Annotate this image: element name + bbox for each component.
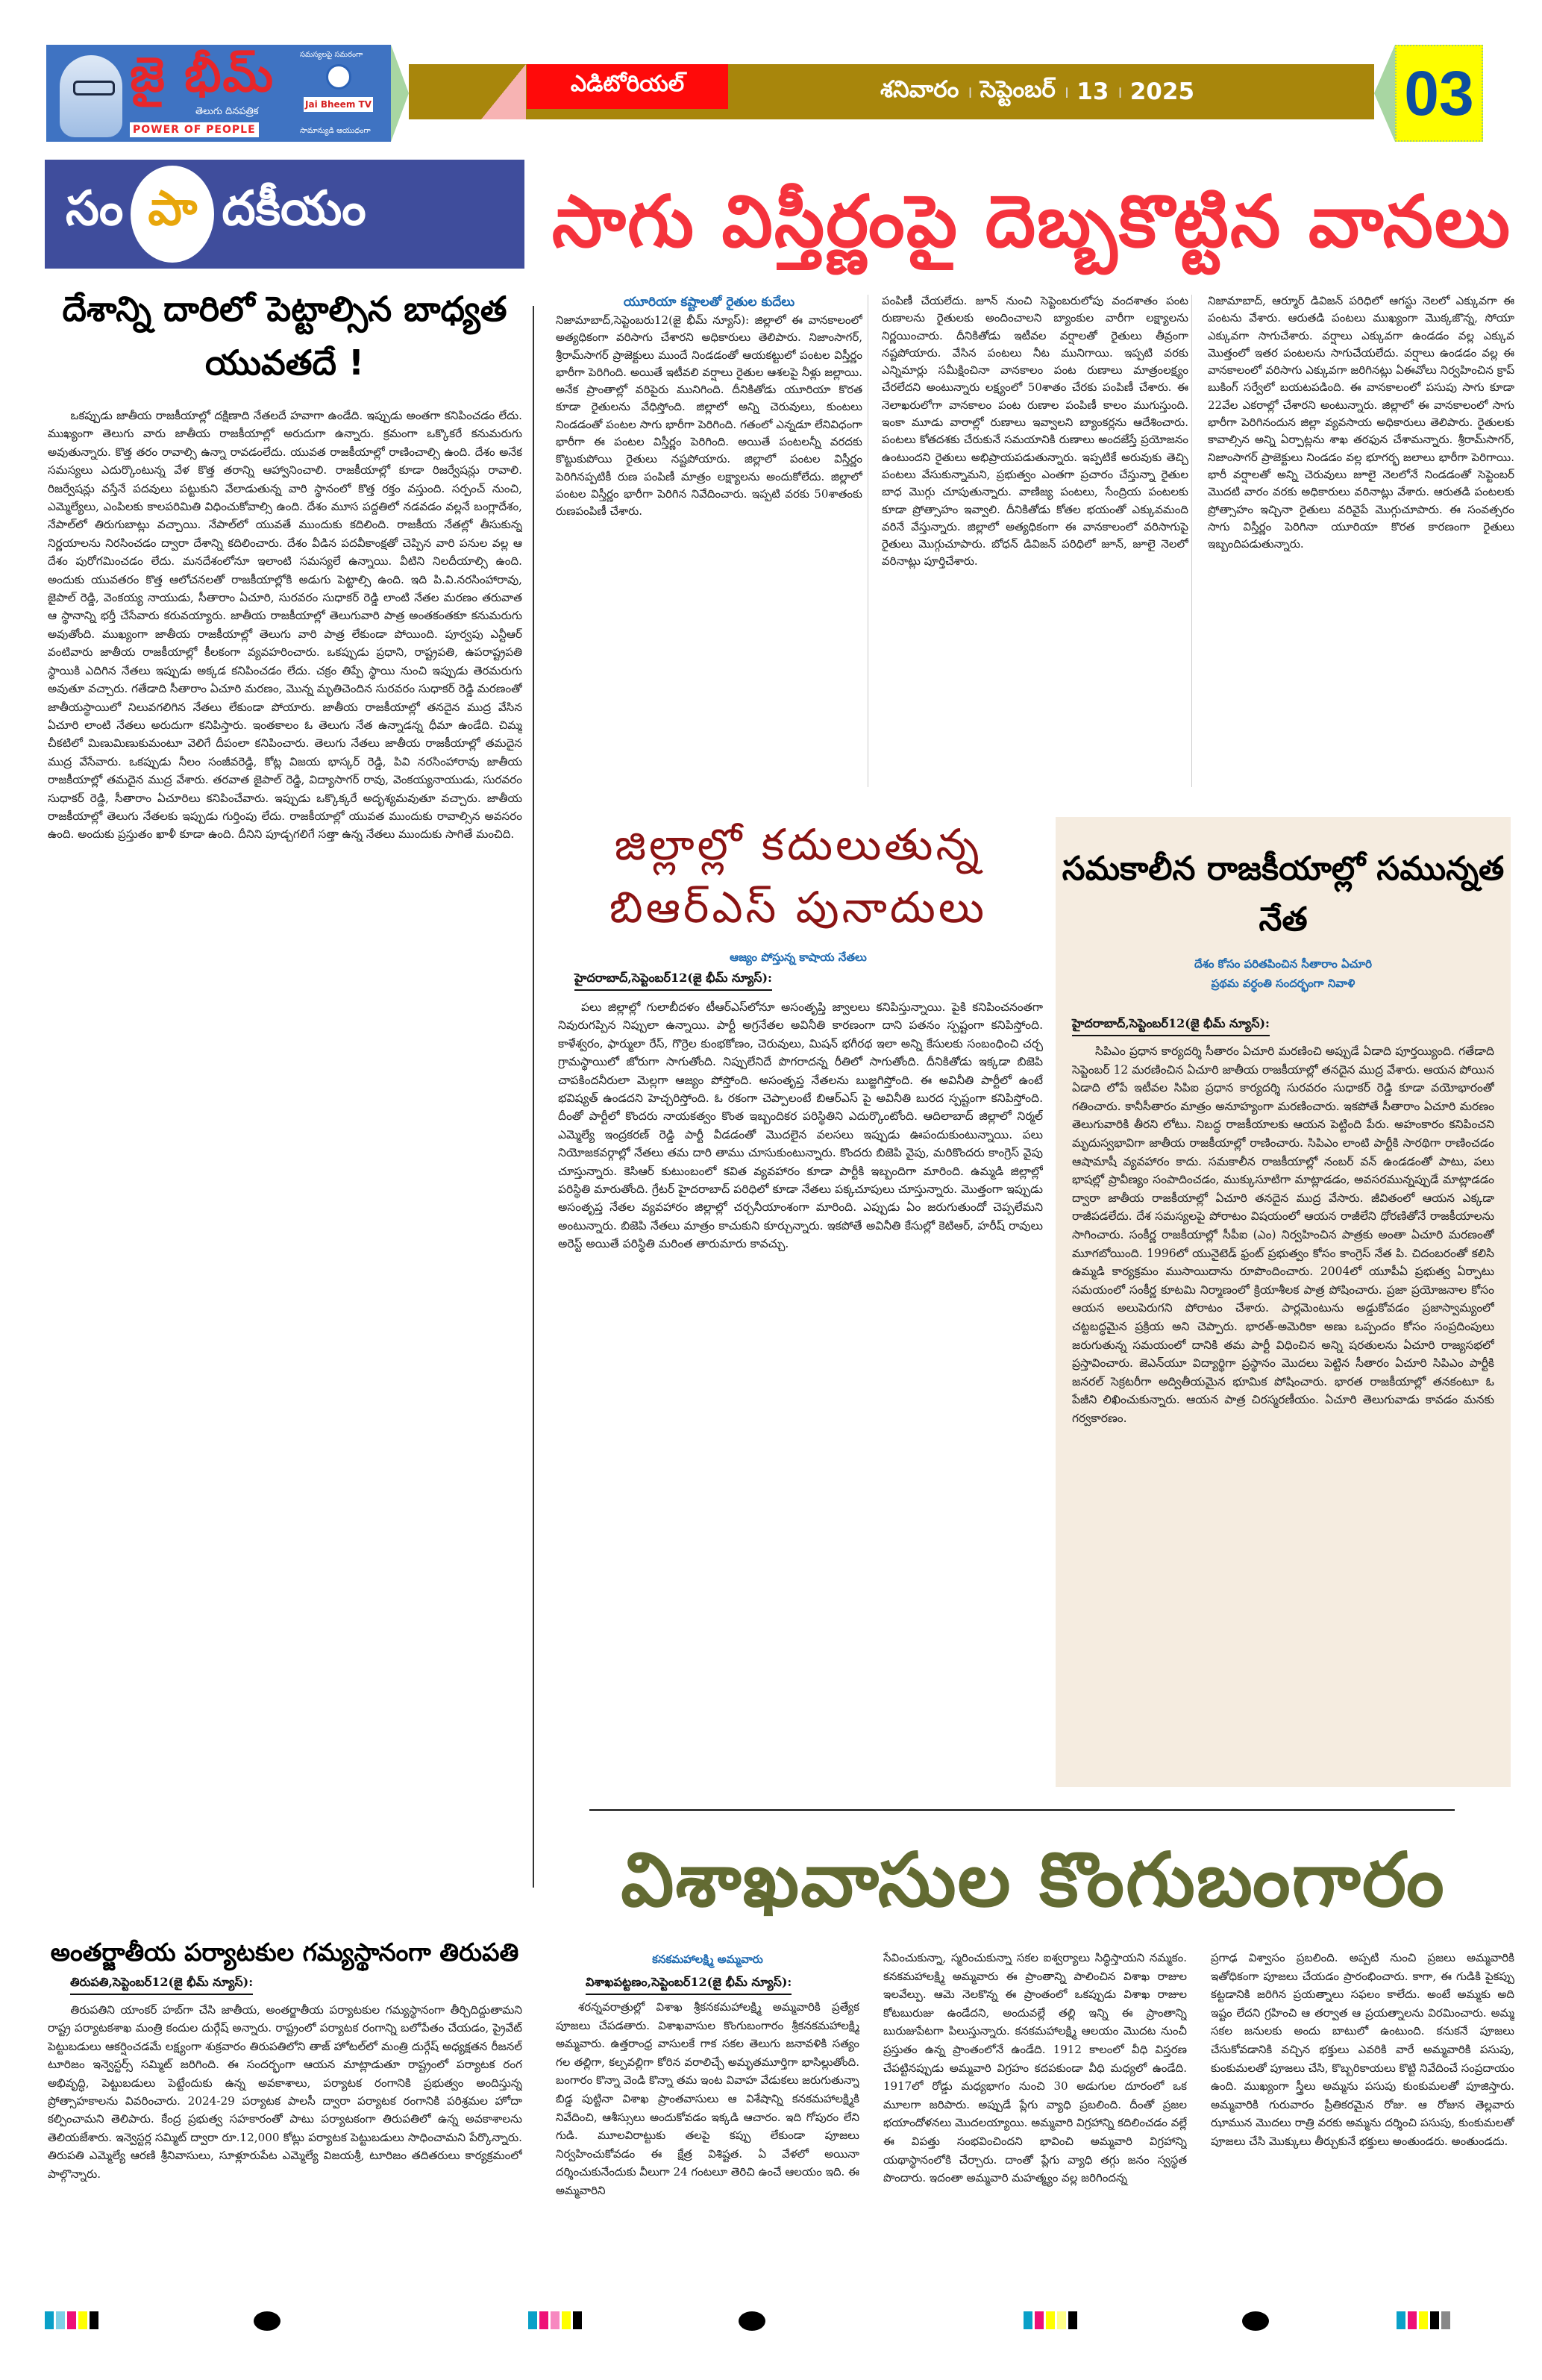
section-divider [589,1809,1455,1811]
registration-swatch [1068,2311,1077,2329]
editorial-banner [45,160,524,269]
date-day: శనివారం [880,75,959,103]
main-kicker: యూరియా కష్టాలతో రైతుల కుదేలు [623,295,795,310]
registration-swatch [539,2311,548,2329]
yechury-dateline: హైదరాబాద్,సెప్టెంబర్12(జై భీమ్ న్యూస్): [1072,1015,1270,1036]
main-column-1-wrap [556,292,862,787]
registration-swatch [78,2311,87,2329]
masthead-logo [46,45,391,142]
column-divider [533,306,534,1888]
date-separator: । [1116,84,1123,102]
registration-swatch [1441,2311,1450,2329]
visakha-dateline: విశాఖపట్టణం,సెప్టెంబర్12(జై భీమ్ న్యూస్): [586,1974,792,1995]
brs-kicker: ఆజ్యం పోస్తున్న కాషాయ నేతలు [730,951,867,964]
newspaper-slogan: POWER OF PEOPLE [130,122,259,137]
tirupati-headline: అంతర్జాతీయ పర్యాటకుల గమ్యస్థానంగా తిరుపతి [50,1938,519,1967]
registration-dot-icon [254,2311,280,2331]
visakha-column-2-wrap [883,1949,1187,2277]
main-column-1: నిజామాబాద్,సెప్టెంబరు12(జై భీమ్ న్యూస్): జిల్లాలో ఈ వానకాలంలో అత్యధికంగా వరిసాగు చేశారని అధికారులు తెలిపారు. నిజాంసాగర్, శ్రీరామ్‌సాగర్ ప్రాజెక్టులు ముందే నిండడంతో ఆయకట్టులో పంటల విస్తీర్ణం భారీగా పెరిగింది. అయితే ఇటీవలి వర్షాలు రైతుల ఆశలపై నీళ్లు జల్లాయి. అనేక ప్రాంతాల్లో వరిపైరు మునిగింది. దీనికితోడు యూరియా కొరత కూడా రైతులను వేధిస్తోంది. జిల్లాలో అన్ని చెరువులు, కుంటలు నిండడంతో పంటల సాగు భారీగా పెరిగింది. గతంలో ఎన్నడూ లేనివిధంగా భారీగా ఈ పంటల విస్తీర్ణం పెరిగింది. అయితే పంటలన్నీ వరదకు కొట్టుకుపోయి రైతులు నష్టపోయారు. జిల్లాలో పంటల విస్తీర్ణం పెరిగినప్పటికీ రుణ పంపిణీ మాత్రం లక్ష్యాలను అందుకోలేదు. జిల్లాలో పంటల విస్తీర్ణం భారీగా పెరిగిన నివేదించారు. ఇప్పటి వరకు 50శాతంకు రుణపంపిణీ చేశారు. [556,313,862,519]
brs-dateline: హైదరాబాద్,సెప్టెంబర్12(జై భీమ్ న్యూస్): [574,970,772,991]
registration-swatch [573,2311,582,2329]
main-column-3: నిజామాబాద్, ఆర్మూర్ డివిజన్ పరిధిలో ఆగస్టు నెలలో ఎక్కువగా ఈ పంటను వేశారు. ఆరుతడి పంటలు ముఖ్యంగా మొక్కజొన్న, సోయా ఎక్కువగా సాగుచేశారు. వర్షాలు ఎక్కువగా ఉండడం వల్ల ఎక్కువ మొత్తంలో ఇతర పంటలను సాగుచేయలేదు. వర్షాలు ఉండడం వల్ల ఈ వానకాలంలో వరిసాగు ఎక్కువగా జరిగినట్లు ఏఈవోలు నిర్వహించిన క్రాప్ బుకింగ్ సర్వేలో బయటపడింది. ఈ వానకాలంలో పసుపు సాగు కూడా 22వేల ఎకరాల్లో చేశారని అంటున్నారు. జిల్లాలో ఈ వానకాలంలో సాగు భారీగా పెరిగినందున జిల్లా వ్యవసాయ అధికారులు తెలిపారు. రైతులకు కావాల్సిన అన్ని ఏర్పాట్లను శాఖ తరఫున చేశామన్నారు. శ్రీరామ్‌సాగర్, నిజాంసాగర్ ప్రాజెక్టులు నిండడం వల్ల భూగర్భ జలాలు భారీగా పెరిగాయి. భారీ వర్షాలతో అన్ని చెరువులు జూలై నెలలోనే నిండడంతో సెప్టెంబర్ మొదటి వారం వరకు అధికారులు వరినాట్లు వేశారు. ఆరుతడి పంటలకు ప్రోత్సాహం ఇచ్చినా రైతులు వరివైపే మొగ్గుచూపారు. ఈ సంవత్సరం సాగు విస్తీర్ణం పెరిగినా యూరియా కొరత కారణంగా రైతులు ఇబ్బందిపడుతున్నారు. [1208,294,1514,551]
color-registration-bar [45,2311,98,2329]
banner-part-3: దకీయం [222,181,366,237]
color-registration-bar [1024,2311,1077,2329]
visakha-column-1: శరన్నవరాత్రుల్లో విశాఖ శ్రీకనకమహాలక్ష్మి అమ్మవారికి ప్రత్యేక పూజలు చేపడతారు. విశాఖవాసుల కొంగుబంగారం శ్రీకనకమహాలక్ష్మి అమ్మవారు. ఉత్తరాంధ్ర వాసులకే గాక సకల తెలుగు జనావళికి సత్యం గల తల్లిగా, కల్పవల్లిగా కోరిన వరాలిచ్చే అమృతమూర్తిగా భాసిల్లుతోంది. బంగారం కొన్నా వెండి కొన్నా తమ ఇంట వివాహ వేడుకలు జరుగుతున్నా బిడ్డ పుట్టినా విశాఖ ప్రాంతవాసులు ఆ విశేషాన్ని కనకమహాలక్ష్మికి నివేదించి, ఆశీస్సులు అందుకోవడం ఇక్కడి ఆచారం. ఇది గోపురం లేని గుడి. మూలవిరాట్టుకు తలపై కప్పు లేకుండా పూజలు నిర్వహించుకోవడం ఈ క్షేత్ర విశిష్టత. ఏ వేళలో అయినా దర్శించుకునేందుకు వీలుగా 24 గంటలూ తెరిచి ఉంచే ఆలయం ఇది. ఈ అమ్మవారిని [556,2000,859,2197]
yechury-kicker-line-2: ప్రథమ వర్ధంతి సందర్భంగా నివాళి [1211,977,1355,990]
registration-swatch [90,2311,98,2329]
visakha-headline: విశాఖవాసుల కొంగుబంగారం [621,1836,1446,1923]
yechury-kicker-line-1: దేశం కోసం పరితపించిన సీతారాం ఏచూరి [1194,957,1372,971]
registration-swatch [1057,2311,1066,2329]
yechury-headline: సమకాలీన రాజకీయాల్లో సమున్నత నేత [1062,850,1505,939]
registration-swatch [528,2311,537,2329]
editorial-headline: దేశాన్ని దారిలో పెట్టాల్సిన బాధ్యత యువతదే ! [62,289,507,383]
visakha-kicker: కనకమహాలక్ష్మి అమ్మవారు [652,1952,763,1966]
visakha-column-3: ప్రగాఢ విశ్వాసం ప్రబలింది. అప్పటి నుంచి ప్రజలు అమ్మవారికి ఇతోధికంగా పూజలు చేయడం ప్రారంభించారు. కాగా, ఈ గుడికి పైకప్పు కట్టడానికి జరిగిన ప్రయత్నాలు సఫలం కాలేదు. అంటే అమ్మకు అది ఇష్టం లేదని గ్రహించి ఆ తర్వాత ఆ ప్రయత్నాలను విరమించారు. అమ్మ సకల జనులకు అందు బాటులో ఉంటుంది. కనుకనే పూజలు చేసుకోవడానికి వచ్చిన భక్తులు ఎవరికి వారే అమ్మవారికి పసుపు, కుంకుమలతో పూజలు చేసి, కొబ్బరికాయలు కొట్టి నివేదించే సంప్రదాయం ఉంది. ముఖ్యంగా స్త్రీలు అమ్మను పసుపు కుంకుమలతో పూజిస్తారు. అమ్మవారికి గురువారం ప్రీతికరమైన రోజు. ఆ రోజున తెల్లవారు ఝామున మొదలు రాత్రి వరకు అమ్మను దర్శించి పసుపు, కుంకుమలతో పూజలు చేసి మొక్కులు తీర్చుకునే భక్తులు అంతుండరు. అంతుండదు. [1211,1951,1514,2148]
registration-swatch [1430,2311,1439,2329]
registration-swatch [551,2311,560,2329]
brs-headline: జిల్లాల్లో కదులుతున్న బిఆర్‌ఎస్ పునాదులు [609,819,988,933]
color-registration-bar [1397,2311,1450,2329]
registration-swatch [1024,2311,1032,2329]
tagline-bottom: సామాన్యుడి ఆయుధంగా [300,127,371,135]
tv-brand: Jai Bheem TV [304,97,373,112]
registration-swatch [1035,2311,1044,2329]
issue-date [880,64,1194,119]
tirupati-dateline: తిరుపతి,సెప్టెంబర్12(జై భీమ్ న్యూస్): [70,1974,253,1995]
registration-dot-icon [739,2311,765,2331]
date-separator: । [966,84,973,102]
editorial-text: ఒకప్పుడు జాతీయ రాజకీయాల్లో దక్షిణాది నేతలదే హవాగా ఉండేది. ఇప్పుడు అంతగా కనిపించడం లేదు. ముఖ్యంగా తెలుగు వారు జాతీయ రాజకీయాల్లో అరుదుగా ఉన్నారు. క్రమంగా ఒక్కొకరే కనుమరుగు అవుతున్నారు. కొత్త తరం రావాల్సి ఉన్నా రావడంలేదు. యువత రాజకీయాల్లో రాణించాల్సి ఉంది. దేశం అనేక సమస్యలు ఎదుర్కొంటున్న వేళ కొత్త తరాన్ని ఆహ్వానించాలి. రాజకీయాల్లో కూడా రిజర్వేషన్లు రావాలి. రిజర్వేషన్లు వస్తేనే పదవులు పట్టుకుని వేలాడుతున్న వారి స్థానంలో కొత్త రక్తం వస్తుంది. సర్పంచ్ నుంచి, ఎమ్మెల్యేలు, ఎంపిలకు కాలపరిమితి విధించుకోవాల్సి ఉంది. దేశం మూస పద్దతిలో నడవడం వల్లనే బంగ్లాదేశం, నేపాల్‌లో తిరుగుబాట్లు వచ్చాయి. నేపాల్‌లో యువతే ముందుకు కదిలింది. రాజకీయ నేతల్లో తీసుకున్న నిర్ణయాలను నిరసించడం ద్వారా దేశాన్ని కదిలించారు. దేశం వీడిన పదవీకాంక్షతో చెప్పిన వారి పనుల వల్ల ఆ దేశం పురోగమించడం లేదు. మనదేశంలోనూ ఇలాంటి సమస్యలే ఉన్నాయి. వీటిని నిలదీయాల్సి ఉంది. అందుకు యువతరం కొత్త ఆలోచనలతో రాజకీయాల్లోకి అడుగు పెట్టాల్సి ఉంది. ఇది పి.వి.నరసింహారావు, జైపాల్ రెడ్డి, వెంకయ్య నాయుడు, సీతారాం ఏచూరి, సురవరం సుధాకర్ రెడ్డి లాంటి నేతల మరణం తరువాత ఆ స్థానాన్ని భర్తీ చేసేవారు కరువయ్యారు. జాతీయ రాజకీయాల్లో తెలుగువారి పాత్ర అంతకంతకూ కనుమరుగు అవుతోంది. ముఖ్యంగా జాతీయ రాజకీయాల్లో తెలుగు వారి పాత్ర లేకుండా పోయింది. పూర్వపు ఎన్టీఆర్ వంటివారు జాతీయ రాజకీయాల్లో కీలకంగా వ్యవహరించారు. ఒకప్పుడు ప్రధాని, రాష్ట్రపతి, ఉపరాష్ట్రపతి స్థాయికి ఎదిగిన నేతలు ఇప్పుడు అక్కడ కనిపించడం లేదు. చక్రం తిప్పే స్థాయి నుంచి ఇప్పుడు తెరమరుగు అవుతూ వచ్చారు. గతేడాది సీతారాం ఏచూరి మరణం, మొన్న మృతిచెందిన సురవరం సుధాకర్ రెడ్డి మరణంతో జాతీయస్థాయిలో నిలువగలిగిన నేతలు లేకుండా పోయారు. జాతీయ రాజకీయాల్లో తనదైన ముద్ర వేసిన ఏచూరి లాంటి నేతలు అరుదుగా కనిపిస్తారు. ఇంతకాలం ఓ తెలుగు నేత ఉన్నాడన్న ధీమా ఉండేది. చిమ్మ చీకటిలో మిణుమిణుకుమంటూ వెలిగే దీపంలా కనిపించారు. తెలుగు నేతలు జాతీయ రాజకీయాల్లో తమదైన ముద్ర వేసేవారు. ఒకప్పుడు నీలం సంజీవరెడ్డి, కోట్ల విజయ భాస్కర్ రెడ్డి, పివి నరసింహారావు జాతీయ రాజకీయాల్లో తమదైన ముద్ర వేశారు. తరవాత జైపాల్ రెడ్డి, విద్యాసాగర్ రావు, వెంకయ్యనాయుడు, సురవరం సుధాకర్ రెడ్డి, సీతారాం ఏచూరిలు కనిపించేవారు. ఇప్పుడు ఒక్కొక్కరే అదృశ్యమవుతూ వచ్చారు. జాతీయ రాజకీయాల్లో తెలుగు నేతలకు ఇప్పుడు గుర్తింపు లేదు. రాజకీయాల్లో యువత ముందుకు రావాల్సిన అవసరం ఉంది. అందుకు ప్రస్తుతం ఖాళీ కూడా ఉంది. దీనిని పూడ్చగలిగే సత్తా ఉన్న నేతలు ముందుకు సాగితే మంచిది. [48,409,522,842]
banner-part-2: పా [131,166,214,263]
registration-swatch [1046,2311,1055,2329]
registration-swatch [1397,2311,1405,2329]
date-date: 13 [1076,78,1109,105]
tirupati-text: తిరుపతిని యాంకర్ హబ్‌గా చేసి జాతీయ, అంతర్జాతీయ పర్యాటకుల గమ్యస్థానంగా తీర్చిదిద్దుతామని రాష్ట్ర పర్యాటకశాఖ మంత్రి కందుల దుర్గేష్ అన్నారు. రాష్ట్రంలో పర్యాటక రంగాన్ని బలోపేతం చేయడం, ప్రైవేట్ పెట్టుబడులు ఆకర్షించడమే లక్ష్యంగా శుక్రవారం తిరుపతిలోని తాజ్ హోటల్‌లో మంత్రి దుర్గేష్ అధ్యక్షతన రీజనల్ టూరిజం ఇన్వెస్టర్స్ సమ్మిట్ జరిగింది. ఈ సందర్భంగా ఆయన మాట్లాడుతూ రాష్ట్రంలో పర్యాటక రంగ అభివృద్ధి, పెట్టుబడులు పెట్టేందుకు ఉన్న అవకాశాలు, పర్యాటక రంగానికి ప్రభుత్వం అందిస్తున్న ప్రోత్సాహకాలను వివరించారు. 2024-29 పర్యాటక పాలసీ ద్వారా పర్యాటక రంగానికి పరిశ్రమల హోదా కల్పించామని తెలిపారు. కేంద్ర ప్రభుత్వ సహకారంతో పాటు పర్యాటకంగా తిరుపతిలో ఉన్న అవకాశాలను తెలియజేశారు. ఇన్వెస్టర్ల సమ్మిట్ ద్వారా రూ.12,000 కోట్లు పర్యాటక పెట్టుబడులు సాధించామని పేర్కొన్నారు. తిరుపతి ఎమ్మెల్యే ఆరణి శ్రీనివాసులు, సూళ్లూరుపేట ఎమ్మెల్యే విజయశ్రీ, టూరిజం తదితరులు కార్యక్రమంలో పాల్గొన్నారు. [48,2003,522,2181]
date-separator: । [1062,84,1070,102]
ambedkar-portrait-icon [60,55,122,137]
banner-part-1: సం [66,181,124,237]
masthead-decor-pink [481,64,526,119]
visakha-column-3-wrap [1211,1949,1514,2277]
visakha-column-2: సేవించుకున్నా, స్మరించుకున్నా సకల ఐశ్వర్యాలు సిద్ధిస్తాయని నమ్మకం. కనకమహాలక్ష్మి అమ్మవారు ఈ ప్రాంతాన్ని పాలించిన విశాఖ రాజుల ఇలవేల్పు. ఆమె నెలకొన్న ఈ ప్రాంతంలో ఒకప్పుడు విశాఖ రాజుల కోటబురుజు ఉండేదని, అందువల్లే తల్లి ఇన్ని ఈ ప్రాంతాన్ని బురుజుపేటగా పిలుస్తున్నారు. కనకమహాలక్ష్మి ఆలయం మొదట నుంచీ ప్రస్తుతం ఉన్న ప్రాంతంలోనే ఉండేది. 1912 కాలంలో వీధి విస్తరణ చేపట్టినప్పుడు అమ్మవారి విగ్రహం కదపకుండా వీధి మధ్యలో ఉండేది. 1917లో రోడ్డు మధ్యభాగం నుంచి 30 అడుగుల దూరంలో ఒక మూలగా జరిపారు. అప్పుడే ప్లేగు వ్యాధి ప్రబలింది. దీంతో ప్రజల భయాందోళనలు మొదలయ్యాయి. అమ్మవారి విగ్రహాన్ని కదిలించడం వల్లే ఈ విపత్తు సంభవించిందని భావించి అమ్మవారి విగ్రహాన్ని యథాస్థానంలోకి చేర్చారు. దాంతో ప్లేగు వ్యాధి తగ్గు జనం స్వస్థత పొందారు. ఇదంతా అమ్మవారి మహత్మ్యం వల్ల జరిగిందన్న [883,1951,1187,2185]
masthead-decor-left [391,45,409,142]
registration-swatch [67,2311,76,2329]
visakha-columns [556,1949,1514,2277]
masthead-decor-right [1374,45,1395,142]
page-number: 03 [1395,45,1483,142]
yechury-kicker [1056,954,1511,993]
column-divider [1191,295,1192,787]
yechury-body [1072,1042,1494,1779]
color-registration-bar [528,2311,582,2329]
registration-swatch [45,2311,54,2329]
registration-dot-icon [1242,2311,1269,2331]
main-column-3-wrap [1208,292,1514,787]
visakha-column-1-wrap [556,1949,859,2277]
brs-body [558,998,1043,1744]
newspaper-subtitle: తెలుగు దినపత్రిక [195,106,259,117]
main-headline: సాగు విస్తీర్ణంపై దెబ్బకొట్టిన వానలు [551,180,1512,263]
registration-swatch [1408,2311,1417,2329]
visakha-dateline-wrap [556,1970,859,1998]
tv-logo [304,64,387,121]
brs-text: పలు జిల్లాల్లో గులాబీదళం టీఆర్‌ఎస్‌లోనూ అసంతృప్తి జ్వాలలు కనిపిస్తున్నాయి. పైకి కనిపించనంతగా నివురుగప్పిన నిప్పులా ఉన్నాయి. పార్టీ అగ్రనేతల అవినీతి కారణంగా దాని పతనం స్పష్టంగా కనిపిస్తోంది. కాళేశ్వరం, ఫార్ములా రేస్, గొర్రెల కుంభకోణం, చెరువులు, మిషన్ భగీరథ ఇలా అన్ని కేసులకు సంబంధించి చర్చ గ్రామస్థాయిలో జోరుగా సాగుతోంది. నిప్పులేనిదే పొగరాదన్న రీతిలో సాగుతోంది. దీనికితోడు ఇక్కడా బిజెపి చాపకిందనీరులా మెల్లగా ఆజ్యం పోస్తోంది. అసంతృప్త నేతలను బుజ్జగిస్తోంది. ఈ అవినీతి పార్టీలో ఉంటే భవిష్యత్ ఉండదని హెచ్చరిస్తోంది. ఓ రకంగా చెప్పాలంటే బిఆర్‌ఎస్‌ పై అవినీతి బురద స్పష్టంగా కనిపిస్తోంది. దీంతో పార్టీలో కొందరు నాయకత్వం కొంత ఇబ్బందికర పరిస్థితిని ఎదుర్కొంటోంది. ఆదిలాబాద్ జిల్లాలో నిర్మల్ ఎమ్మెల్యే ఇంద్రకరణ్ రెడ్డి పార్టీ వీడడంతో మొదలైన వలసలు ఇప్పుడు ఊపందుకుంటున్నాయి. పలు నియోజకవర్గాల్లో నేతలు తమ దారి తాము చూసుకుంటున్నారు. కొందరు బిజెపి వైపు, మరికొందరు కాంగ్రెస్ వైపు చూస్తున్నారు. కెసిఆర్ కుటుంబంలో కవిత వ్యవహారం కూడా పార్టీకి ఇబ్బందిగా మారింది. ఉమ్మడి జిల్లాల్లో పరిస్థితి మారుతోంది. గ్రేటర్ హైదరాబాద్ పరిధిలో కూడా నేతలు పక్కచూపులు చూస్తున్నారు. మొత్తంగా ఇప్పుడు అసంతృప్త నేతల వ్యవహారం జిల్లాల్లో చర్చనీయాంశంగా మారింది. ఎప్పుడు ఏం జరుగుతుందో చెప్పలేమని అంటున్నారు. బిజెపి నేతలు మాత్రం కాచుకుని కూర్చున్నారు. ఇకపోతే అవినీతి కేసుల్లో కెటిఆర్, హరీష్ రావులు అరెస్ట్ అయితే పరిస్థితి మరింత తారుమారు కావచ్చు. [558,1000,1043,1251]
registration-swatch [1419,2311,1428,2329]
registration-swatch [562,2311,571,2329]
main-column-2-wrap [882,292,1188,787]
main-story-columns [556,292,1514,787]
date-month: సెప్టెంబర్ [980,75,1056,103]
yechury-story-box [1056,817,1511,1787]
yechury-text: సిపిఎం ప్రధాన కార్యదర్శి సీతారం ఏచూరి మరణించి అప్పుడే ఏడాది పూర్తయ్యింది. గతేడాది సెప్టెంబర్ 12 మరణించిన ఏచూరి జాతీయ రాజకీయాల్లో తనదైన ముద్ర వేశారు. ఆయన పోయిన ఏడాది లోపే ఇటీవల సిపిఐ ప్రధాన కార్యదర్శి సురవరం సుధాకర్ రెడ్డి కూడా వయోభారంతో గతించారు. కానీసీతారం మాత్రం అనూహ్యంగా మరణించారు. ఇకపోతే సీతారాం ఏచూరి మరణం తెలుగువారికి తీరని లోటు. నిబద్ధ రాజకీయాలకు ఆయన పెట్టింది పేరు. అహంకారం కనిపించని మృదుస్వభావిగా జాతీయ రాజకీయాల్లో రాణించారు. సిపిఎం లాంటి పార్టీకి సారథిగా రాణించడం ఆషామాషీ వ్యవహారం కాదు. సమకాలీన రాజకీయాల్లో నంబర్ వన్ ఉండడంతో పాటు, పలు భాషల్లో ప్రావీణ్యం సంపాదించడం, ముక్కుసూటిగా మాట్లాడడం, అవసరమున్నప్పుడే మాట్లాడడం ద్వారా జాతీయ రాజకీయాల్లో ఏచూరి తనదైన ముద్ర వేసారు. జీవితంలో ఆయన ఎక్కడా రాజీపడలేదు. దేశ సమస్యలపై పోరాటం విషయంలో ఆయన రాజీలేని ధోరణితోనే రాజకీయాలను సాగించారు. సంకీర్ణ రాజకీయాల్లో సీపీఐ (ఎం) నిర్వహించిన పాత్రకు అంతా ఏచూరి మరణంతో మూగబోయింది. 1996లో యునైటెడ్ ఫ్రంట్ ప్రభుత్వం కోసం కాంగ్రెస్ నేత పి. చిదంబరంతో కలిసి ఉమ్మడి కార్యక్రమం ముసాయిదాను రూపొందించారు. 2004లో యూపీఏ ప్రభుత్వ ఏర్పాటు సమయంలో సంకీర్ణ కూటమి నిర్మాణంలో క్రియాశీలక పాత్ర పోషించారు. ప్రజా ప్రయోజనాల కోసం ఆయన అలుపెరుగని పోరాటం చేశారు. పార్లమెంటును అడ్డుకోవడం ప్రజాస్వామ్యంలో చట్టబద్ధమైన ప్రక్రియ అని చెప్పారు. భారత్-అమెరికా అణు ఒప్పందం కోసం సంప్రదింపులు జరుగుతున్న సమయంలో దానికి తమ పార్టీ విధించిన అన్ని షరతులను ఏచూరి రాజ్యసభలో ప్రస్తావించారు. జెఎన్‌యూ విద్యార్థిగా ప్రస్థానం మొదలు పెట్టిన సీతారం ఏచూరి సిపిఎం పార్టీకి జనరల్ సెక్రటరీగా అద్వితీయమైన భూమిక పోషించారు. భారత రాజకీయాల్లో తనకంటూ ఓ పేజీని లిఖించుకున్నారు. ఆయన పాత్ర చిరస్మరణీయం. ఏచూరి తెలుగువాడు కావడం మనకు గర్వకారణం. [1072,1045,1494,1425]
tagline-top: సమస్యలపై సమరంగా [300,51,363,59]
registration-swatch [56,2311,65,2329]
tirupati-body [48,2001,522,2274]
newspaper-name: జై భీమ్ [130,48,275,103]
editorial-body [48,407,522,1929]
tv-emblem-icon [326,64,351,90]
main-column-2: పంపిణీ చేయలేదు. జూన్ నుంచి సెప్టెంబరులోపు వందశాతం పంట రుణాలను రైతులకు అందించాలని బ్యాంకుల వారీగా లక్ష్యాలను నిర్ణయించారు. దీనికితోడు ఇటీవల వర్షాలతో రైతులు తీవ్రంగా నష్టపోయారు. వేసిన పంటలు నీట మునిగాయి. ఇప్పటి వరకు ఎన్నిమార్లు సమీక్షించినా వానకాలం పంట రుణాలు మాత్రంలక్ష్యం చేరలేదని అంటున్నారు లక్ష్యంలో 50శాతం చేరకు పంపిణీ చేశారు. ఈ నెలాఖరులోగా వానకాలం పంట రుణాల పంపిణీ కాలం ముగుస్తుంది. ఇంకా మూడు వారాల్లో రుణాలు ఇవ్వాలని బ్యాంకర్లను ఆదేశించారు. పంటలు కోతదశకు చేరుకునే సమయానికి రుణాలు అందజేస్తే ప్రయోజనం ఉంటుందని రైతులు అభిప్రాయపడుతున్నారు. ఇప్పటికే అరువుకు తెచ్చి పంటలు వేసుకున్నామని, ప్రభుత్వం ఎంతగా ప్రచారం చేస్తున్నా రైతుల బాధ మొగ్గు చూపుతున్నారు. వాణిజ్య పంటలు, సేంద్రియ పంటలకు కూడా ప్రోత్సాహం ఇవ్వాలి. దీనికితోడు కోతల భయంతో ఎక్కువమంది వరినే వేస్తున్నారు. జిల్లాలో అత్యధికంగా ఈ వానకాలంలో వరిసాగుపై రైతులు మొగ్గుచూపారు. బోధన్ డివిజన్ పరిధిలో జూన్, జూలై నెలలో వరినాట్లు పూర్తిచేశారు. [882,294,1188,569]
section-label: ఎడిటోరియల్ [527,64,728,109]
date-year: 2025 [1129,78,1195,105]
